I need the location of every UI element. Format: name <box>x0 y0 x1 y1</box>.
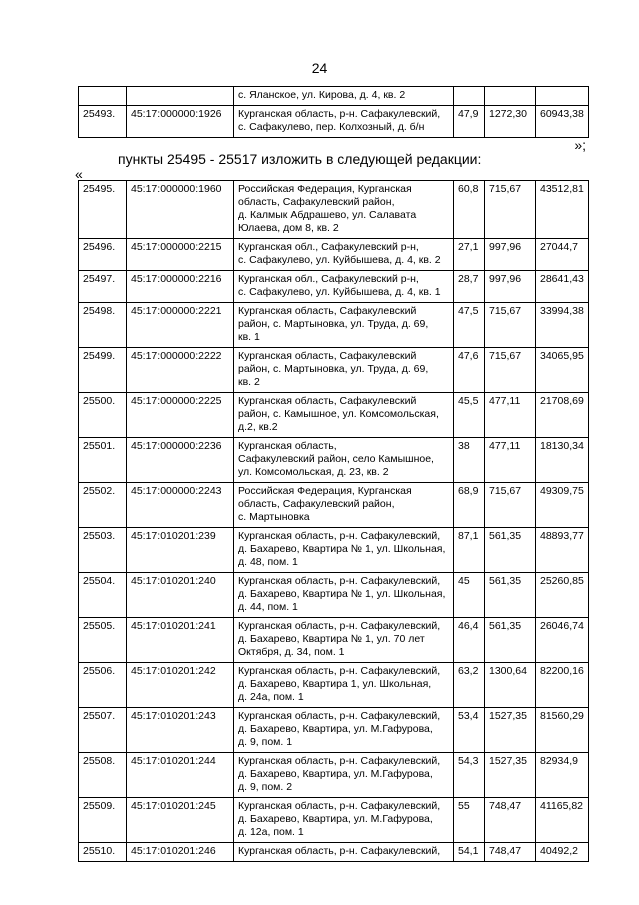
closing-quote: »; <box>574 137 586 153</box>
cell-value: 82934,9 <box>536 753 589 798</box>
cell-address: Курганская область, р-н. Сафакулевский, д. Бахарево, Квартира 1, ул. Школьная, д. 24а, пом. 1 <box>234 663 454 708</box>
cell-address: Курганская обл., Сафакулевский р-н, с. Сафакулево, ул. Куйбышева, д. 4, кв. 2 <box>234 239 454 271</box>
table-row <box>79 618 589 663</box>
cell-value: 25260,85 <box>536 573 589 618</box>
cell-row-number <box>79 87 127 106</box>
cell-area: 45 <box>454 573 485 618</box>
cell-area: 27,1 <box>454 239 485 271</box>
cell-cadastral-number: 45:17:000000:2221 <box>127 303 234 348</box>
table-row <box>79 303 589 348</box>
cell-rate: 997,96 <box>485 271 536 303</box>
amendment-instruction: пункты 25495 - 25517 изложить в следующей редакции: <box>118 151 482 167</box>
page-number: 24 <box>311 60 328 76</box>
cell-row-number: 25510. <box>79 843 127 862</box>
cell-value: 40492,2 <box>536 843 589 862</box>
cell-address: Курганская область, р-н. Сафакулевский, <box>234 843 454 862</box>
cell-value: 43512,81 <box>536 181 589 239</box>
cell-address: Курганская область, р-н. Сафакулевский, д. Бахарево, Квартира, ул. М.Гафурова, д. 9, пом. 1 <box>234 708 454 753</box>
cell-area: 55 <box>454 798 485 843</box>
cell-value: 82200,16 <box>536 663 589 708</box>
cell-rate: 748,47 <box>485 798 536 843</box>
table-row <box>79 708 589 753</box>
cell-value: 48893,77 <box>536 528 589 573</box>
table-row <box>79 663 589 708</box>
cell-area: 87,1 <box>454 528 485 573</box>
table-row <box>79 348 589 393</box>
cell-area: 53,4 <box>454 708 485 753</box>
cell-address: Курганская область, р-н. Сафакулевский, д. Бахарево, Квартира № 1, ул. 70 лет Октября, д. 34, пом. 1 <box>234 618 454 663</box>
cell-rate: 561,35 <box>485 573 536 618</box>
cell-address: Курганская область, р-н. Сафакулевский, д. Бахарево, Квартира, ул. М.Гафурова, д. 9, пом. 2 <box>234 753 454 798</box>
cell-value: 60943,38 <box>536 106 589 138</box>
cell-area: 54,3 <box>454 753 485 798</box>
cell-address: Курганская область, р-н. Сафакулевский, д. Бахарево, Квартира, ул. М.Гафурова, д. 12а, пом. 1 <box>234 798 454 843</box>
property-table <box>78 180 589 862</box>
cell-row-number: 25498. <box>79 303 127 348</box>
cell-area: 47,9 <box>454 106 485 138</box>
cell-rate: 477,11 <box>485 438 536 483</box>
table-row <box>79 438 589 483</box>
cell-cadastral-number: 45:17:010201:240 <box>127 573 234 618</box>
cell-value: 27044,7 <box>536 239 589 271</box>
cell-value: 41165,82 <box>536 798 589 843</box>
cell-rate: 1272,30 <box>485 106 536 138</box>
table-row <box>79 573 589 618</box>
cell-row-number: 25496. <box>79 239 127 271</box>
cell-rate: 1300,64 <box>485 663 536 708</box>
cell-area: 63,2 <box>454 663 485 708</box>
cell-row-number: 25502. <box>79 483 127 528</box>
table-row <box>79 106 589 138</box>
cell-value: 81560,29 <box>536 708 589 753</box>
cell-area: 54,1 <box>454 843 485 862</box>
cell-row-number: 25497. <box>79 271 127 303</box>
cell-area: 68,9 <box>454 483 485 528</box>
cell-row-number: 25500. <box>79 393 127 438</box>
cell-value: 33994,38 <box>536 303 589 348</box>
cell-address: Курганская область, р-н. Сафакулевский, д. Бахарево, Квартира № 1, ул. Школьная, д. 44, пом. 1 <box>234 573 454 618</box>
table-row <box>79 843 589 862</box>
cell-area: 28,7 <box>454 271 485 303</box>
cell-row-number: 25495. <box>79 181 127 239</box>
property-table-continuation <box>78 86 589 138</box>
cell-row-number: 25503. <box>79 528 127 573</box>
cell-address: Курганская область, Сафакулевский район, с. Мартыновка, ул. Труда, д. 69, кв. 1 <box>234 303 454 348</box>
cell-value: 49309,75 <box>536 483 589 528</box>
cell-row-number: 25505. <box>79 618 127 663</box>
cell-rate: 477,11 <box>485 393 536 438</box>
cell-rate: 748,47 <box>485 843 536 862</box>
table-row <box>79 528 589 573</box>
cell-value: 21708,69 <box>536 393 589 438</box>
cell-address: Курганская обл., Сафакулевский р-н, с. Сафакулево, ул. Куйбышева, д. 4, кв. 1 <box>234 271 454 303</box>
cell-address: с. Яланское, ул. Кирова, д. 4, кв. 2 <box>234 87 454 106</box>
cell-area: 47,5 <box>454 303 485 348</box>
cell-address: Курганская область, Сафакулевский район, с. Мартыновка, ул. Труда, д. 69, кв. 2 <box>234 348 454 393</box>
cell-cadastral-number <box>127 87 234 106</box>
cell-area: 60,8 <box>454 181 485 239</box>
cell-rate <box>485 87 536 106</box>
table-row <box>79 181 589 239</box>
cell-value: 18130,34 <box>536 438 589 483</box>
table-row <box>79 753 589 798</box>
cell-rate: 561,35 <box>485 618 536 663</box>
table-row <box>79 798 589 843</box>
cell-value: 26046,74 <box>536 618 589 663</box>
cell-row-number: 25493. <box>79 106 127 138</box>
cell-value: 28641,43 <box>536 271 589 303</box>
cell-cadastral-number: 45:17:000000:2236 <box>127 438 234 483</box>
cell-rate: 715,67 <box>485 303 536 348</box>
cell-cadastral-number: 45:17:010201:241 <box>127 618 234 663</box>
cell-rate: 715,67 <box>485 181 536 239</box>
cell-rate: 1527,35 <box>485 708 536 753</box>
cell-value: 34065,95 <box>536 348 589 393</box>
cell-area <box>454 87 485 106</box>
cell-rate: 561,35 <box>485 528 536 573</box>
cell-address: Российская Федерация, Курганская область, Сафакулевский район, с. Мартыновка <box>234 483 454 528</box>
cell-cadastral-number: 45:17:000000:2243 <box>127 483 234 528</box>
cell-cadastral-number: 45:17:010201:244 <box>127 753 234 798</box>
cell-row-number: 25501. <box>79 438 127 483</box>
cell-row-number: 25509. <box>79 798 127 843</box>
cell-cadastral-number: 45:17:000000:2215 <box>127 239 234 271</box>
table-row <box>79 271 589 303</box>
cell-cadastral-number: 45:17:010201:245 <box>127 798 234 843</box>
cell-row-number: 25499. <box>79 348 127 393</box>
cell-cadastral-number: 45:17:000000:1926 <box>127 106 234 138</box>
cell-cadastral-number: 45:17:010201:243 <box>127 708 234 753</box>
cell-address: Курганская область, Сафакулевский район, село Камышное, ул. Комсомольская, д. 23, кв. 2 <box>234 438 454 483</box>
table-row <box>79 483 589 528</box>
cell-cadastral-number: 45:17:010201:246 <box>127 843 234 862</box>
table-row <box>79 393 589 438</box>
cell-area: 46,4 <box>454 618 485 663</box>
cell-address: Курганская область, р-н. Сафакулевский, с. Сафакулево, пер. Колхозный, д. б/н <box>234 106 454 138</box>
cell-cadastral-number: 45:17:000000:2225 <box>127 393 234 438</box>
cell-rate: 1527,35 <box>485 753 536 798</box>
cell-row-number: 25504. <box>79 573 127 618</box>
cell-rate: 715,67 <box>485 348 536 393</box>
table-row <box>79 239 589 271</box>
cell-area: 47,6 <box>454 348 485 393</box>
cell-cadastral-number: 45:17:000000:2216 <box>127 271 234 303</box>
cell-value <box>536 87 589 106</box>
cell-area: 38 <box>454 438 485 483</box>
cell-row-number: 25506. <box>79 663 127 708</box>
cell-cadastral-number: 45:17:010201:242 <box>127 663 234 708</box>
cell-row-number: 25507. <box>79 708 127 753</box>
cell-address: Курганская область, Сафакулевский район, с. Камышное, ул. Комсомольская, д.2, кв.2 <box>234 393 454 438</box>
cell-address: Российская Федерация, Курганская область, Сафакулевский район, д. Калмык Абдрашево, ул. Салавата Юлаева, дом 8, кв. 2 <box>234 181 454 239</box>
cell-row-number: 25508. <box>79 753 127 798</box>
cell-rate: 715,67 <box>485 483 536 528</box>
cell-area: 45,5 <box>454 393 485 438</box>
table-row <box>79 87 589 106</box>
cell-rate: 997,96 <box>485 239 536 271</box>
cell-cadastral-number: 45:17:000000:1960 <box>127 181 234 239</box>
cell-cadastral-number: 45:17:000000:2222 <box>127 348 234 393</box>
cell-cadastral-number: 45:17:010201:239 <box>127 528 234 573</box>
cell-address: Курганская область, р-н. Сафакулевский, д. Бахарево, Квартира № 1, ул. Школьная, д. 48, пом. 1 <box>234 528 454 573</box>
opening-quote: « <box>75 166 83 182</box>
